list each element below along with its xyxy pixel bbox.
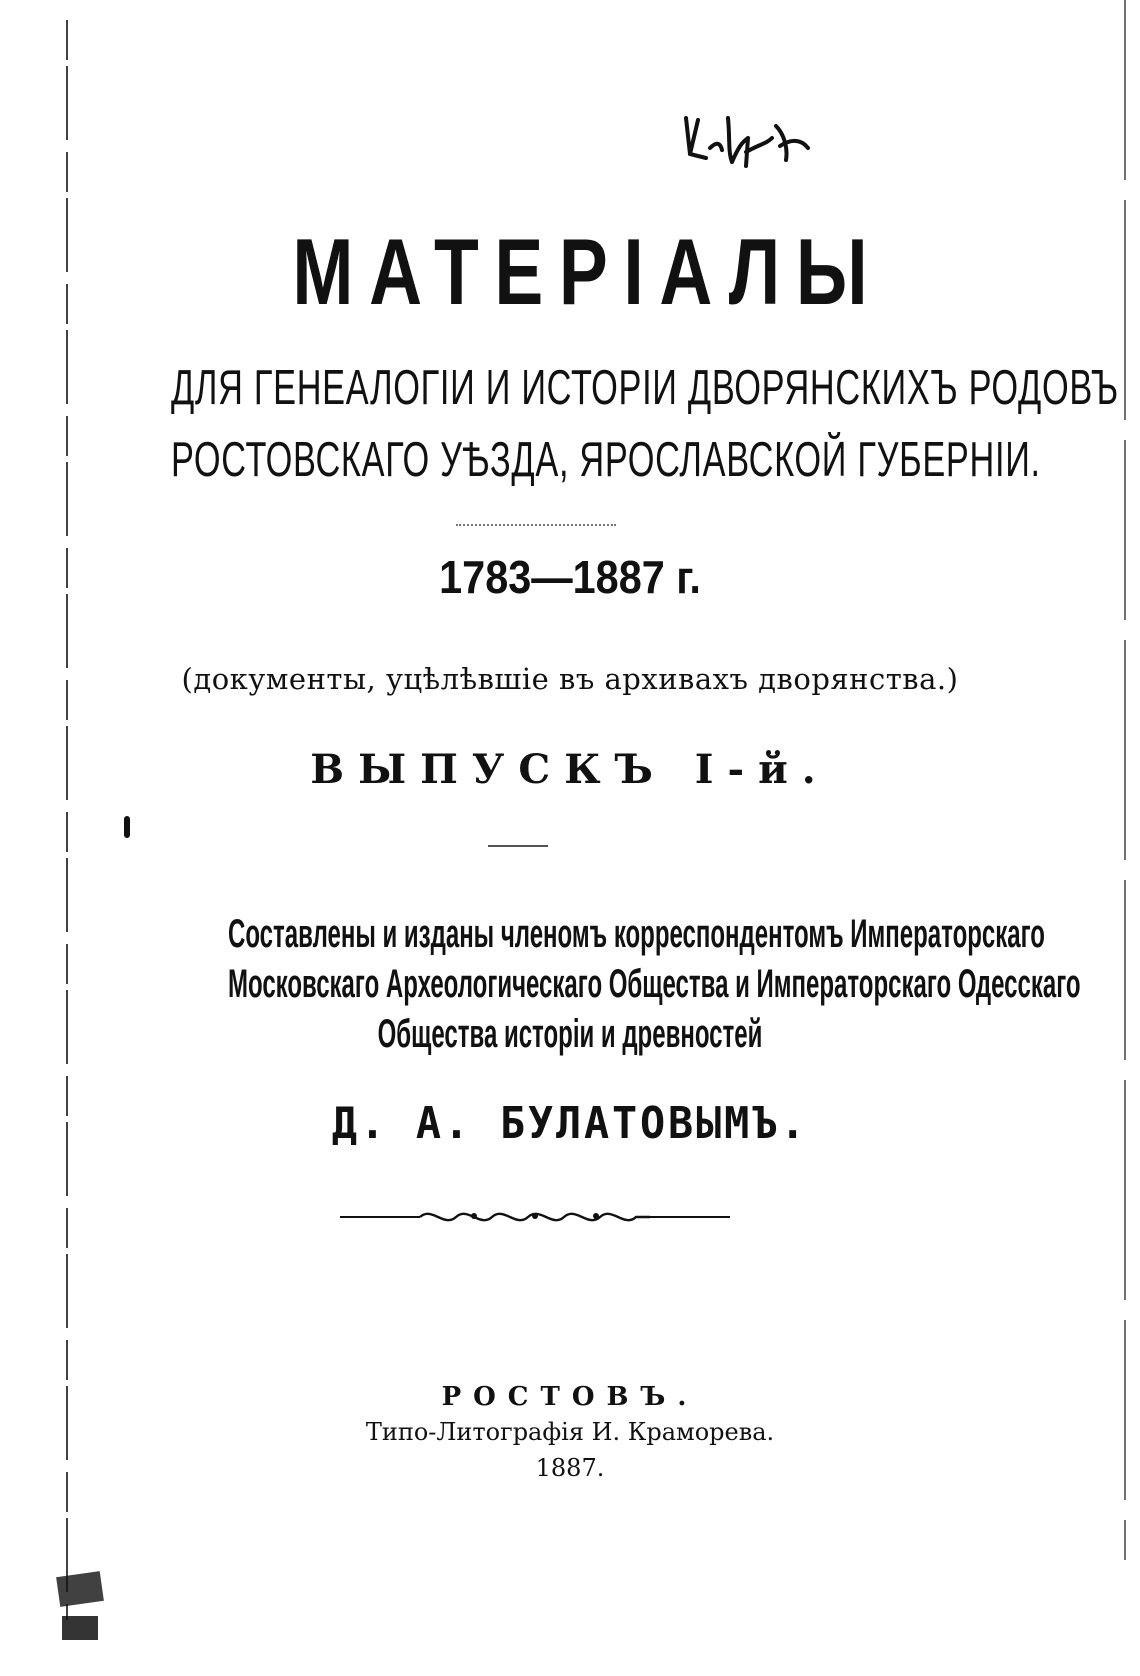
book-title: МАТЕРIАЛЫ	[292, 219, 884, 324]
scan-edge-left	[66, 20, 68, 1620]
author-name: Д. А. БУЛАТОВЫМЪ.	[331, 1098, 809, 1149]
scan-blot	[56, 1571, 104, 1607]
short-divider	[488, 845, 548, 847]
documents-note: (документы, уцѣлѣвшiе въ архивахъ дворянства.)	[181, 662, 959, 696]
ornamental-divider	[340, 1204, 730, 1230]
imprint-printer: Типо-Литографiя И. Краморева.	[365, 1418, 775, 1446]
issue-number: ВЫПУСКЪ I-й.	[310, 746, 830, 793]
dotted-divider	[456, 524, 616, 530]
subtitle-line-1: ДЛЯ ГЕНЕАЛОГIИ И ИСТОРIИ ДВОРЯНСКИХЪ РОДОВЪ	[171, 361, 1119, 415]
scan-mark	[124, 816, 130, 838]
imprint-city: РОСТОВЪ.	[441, 1382, 699, 1412]
handwritten-note	[676, 108, 836, 178]
compiled-by-line-2: Московскаго Археологическаго Общества и Императорскаго Одесскаго	[228, 962, 1081, 1006]
year-range: 1783—1887 г.	[439, 551, 701, 603]
compiled-by-line-3: Общества исторiи и древностей	[377, 1012, 763, 1056]
compiled-by-line-1: Составлены и изданы членомъ корреспондентомъ Императорскаго	[228, 912, 1045, 956]
scan-blot	[62, 1616, 98, 1640]
imprint-year: 1887.	[535, 1454, 605, 1482]
subtitle-line-2: РОСТОВСКАГО УѢЗДА, ЯРОСЛАВСКОЙ ГУБЕРНIИ.	[171, 433, 1041, 487]
